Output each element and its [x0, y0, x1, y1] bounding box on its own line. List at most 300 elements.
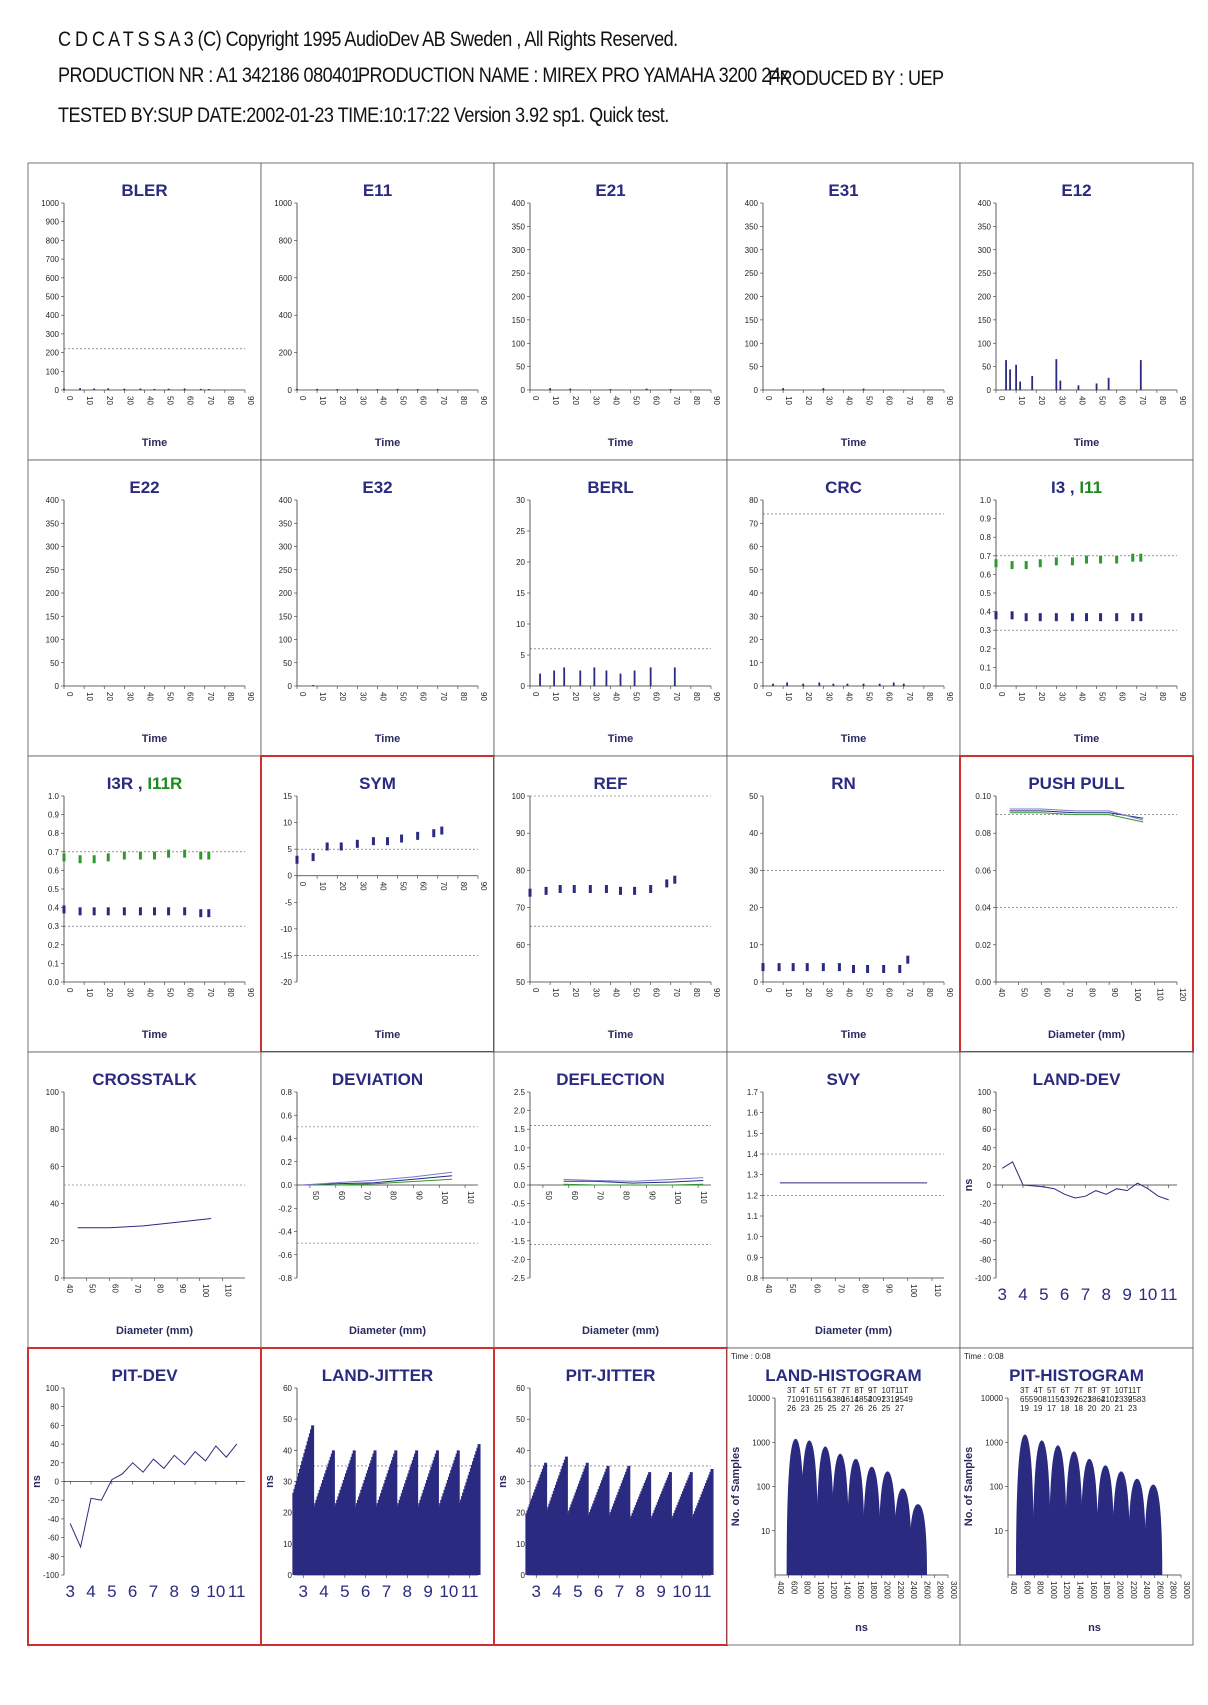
panel-e11 — [261, 163, 494, 460]
y-tick-label: 60 — [749, 542, 758, 552]
x-tick-label: 20 — [105, 692, 115, 701]
title-main: RN — [831, 774, 856, 793]
x-tick-label: 90 — [246, 396, 255, 405]
x-tick-label: 1000 — [1048, 1581, 1058, 1599]
y-tick-label: 0 — [54, 1477, 59, 1487]
panel-border — [261, 460, 494, 756]
x-tick-label: 90 — [246, 692, 255, 701]
y-tick-label: 80 — [50, 1402, 59, 1412]
x-tick-label: 20 — [105, 988, 115, 997]
y-tick-label: 40 — [283, 1446, 292, 1456]
y-tick-label: 60 — [50, 1162, 59, 1172]
point — [792, 963, 795, 971]
panel-border — [960, 460, 1193, 756]
y-tick-label: 20 — [749, 903, 758, 913]
x-tick-label: 10 — [318, 881, 328, 891]
point — [340, 842, 343, 850]
x-tick-label: 3 — [997, 1285, 1007, 1304]
x-tick-label: 11 — [227, 1582, 246, 1601]
x-tick-label: 110 — [466, 1191, 476, 1204]
point — [123, 907, 126, 915]
y-tick-label: 0.8 — [746, 1274, 758, 1283]
point — [589, 885, 592, 893]
y-tick-label: 10000 — [980, 1394, 1003, 1403]
panel-landhist — [727, 1348, 960, 1645]
legend-r2: 19 — [1020, 1404, 1029, 1413]
y-tick-label: 200 — [977, 292, 991, 302]
legend-r1: 710 — [787, 1395, 801, 1404]
point — [312, 853, 315, 861]
point — [1099, 613, 1102, 621]
y-tick-label: 800 — [45, 236, 59, 246]
panel-border — [727, 163, 960, 460]
x-tick-label: 50 — [310, 1191, 320, 1200]
panel-deflection — [494, 1052, 727, 1348]
x-tick-label: 60 — [1117, 692, 1127, 701]
panel-title — [332, 1070, 423, 1089]
y-tick-label: 70 — [749, 519, 758, 529]
legend-r1: 2091 — [868, 1395, 886, 1404]
legend-r2: 25 — [814, 1404, 823, 1413]
y-tick-label: -0.4 — [278, 1227, 292, 1237]
y-tick-label: 300 — [278, 542, 292, 552]
x-tick-label: 2800 — [935, 1581, 945, 1599]
y-tick-label: 20 — [982, 1162, 991, 1172]
y-tick-label: 0.0 — [47, 978, 59, 987]
panel-title — [322, 1366, 433, 1385]
x-tick-label: 1400 — [842, 1581, 852, 1599]
x-tick-label: 30 — [358, 692, 368, 701]
y-tick-label: 100 — [511, 339, 525, 349]
x-tick-label: 50 — [864, 988, 874, 997]
panel-title — [359, 774, 396, 793]
x-tick-label: 10 — [85, 396, 95, 405]
title-main: REF — [593, 774, 628, 793]
y-tick-label: 200 — [744, 292, 758, 302]
panel-pushpull — [960, 756, 1193, 1052]
y-tick-label: 250 — [744, 269, 758, 279]
x-tick-label: 40 — [844, 988, 854, 997]
legend-r2: 20 — [1101, 1404, 1110, 1413]
x-axis-label: Diameter (mm) — [115, 1325, 194, 1337]
x-tick-label: 40 — [1077, 692, 1087, 701]
x-tick-label: 80 — [155, 1284, 165, 1293]
x-tick-label: 90 — [246, 988, 255, 997]
y-tick-label: 100 — [977, 1088, 991, 1097]
y-tick-label: 200 — [278, 589, 292, 598]
x-axis-label: Time — [840, 437, 867, 449]
y-tick-label: 60 — [516, 940, 525, 950]
x-tick-label: 10 — [672, 1582, 692, 1601]
y-tick-label: -1.0 — [511, 1218, 525, 1228]
x-tick-label: 10 — [318, 692, 328, 701]
y-tick-label: -20 — [280, 978, 292, 987]
title-sep: , — [133, 774, 148, 793]
legend-t: 8T — [1087, 1386, 1097, 1395]
y-tick-label: 1.1 — [746, 1212, 758, 1221]
panel-border — [727, 460, 960, 756]
y-tick-label: 100 — [278, 635, 292, 645]
point — [852, 965, 855, 973]
x-tick-label: 60 — [1117, 396, 1127, 405]
y-tick-label: 20 — [50, 1236, 59, 1246]
panel-border — [28, 1348, 261, 1645]
x-tick-label: 2000 — [882, 1581, 892, 1599]
x-tick-label: 1400 — [1075, 1581, 1085, 1599]
legend-t: 4T — [800, 1386, 810, 1395]
y-tick-label: -0.6 — [278, 1250, 292, 1260]
x-tick-label: 30 — [591, 692, 601, 701]
point — [432, 829, 435, 837]
x-tick-label: 6 — [1059, 1285, 1070, 1304]
x-tick-label: 80 — [924, 692, 934, 701]
x-tick-label: 7 — [381, 1582, 392, 1601]
legend-r1: 2549 — [895, 1395, 913, 1404]
x-tick-label: 50 — [398, 881, 408, 891]
legend-t: 10T — [1114, 1386, 1129, 1395]
legend-r2: 26 — [854, 1404, 864, 1413]
x-tick-label: 20 — [338, 881, 348, 891]
x-tick-label: 30 — [824, 396, 834, 405]
legend-r2: 27 — [895, 1404, 904, 1413]
x-tick-label: 50 — [398, 396, 408, 405]
x-tick-label: 6 — [360, 1582, 371, 1601]
x-tick-label: 10 — [439, 1582, 459, 1601]
x-tick-label: 10 — [1138, 1285, 1158, 1304]
y-tick-label: 2.0 — [513, 1106, 525, 1116]
panel-crosstalk — [28, 1052, 261, 1348]
y-tick-label: -2.0 — [511, 1255, 525, 1265]
x-axis-label: Time — [1073, 437, 1100, 449]
panel-i3i11 — [960, 460, 1193, 756]
legend-r1: 1392 — [1060, 1395, 1079, 1404]
x-tick-label: 50 — [165, 396, 175, 405]
panel-sym — [261, 756, 494, 1052]
point — [866, 965, 869, 973]
x-tick-label: 90 — [1178, 692, 1187, 701]
legend-r2: 20 — [1087, 1404, 1097, 1413]
x-tick-label: 80 — [924, 396, 934, 405]
y-tick-label: 0 — [753, 682, 758, 691]
y-tick-label: 0.3 — [47, 922, 59, 932]
panel-border — [28, 756, 261, 1052]
y-tick-label: 700 — [45, 255, 59, 265]
y-tick-label: 0 — [287, 682, 292, 691]
point — [139, 852, 142, 860]
y-tick-label: 600 — [278, 273, 292, 283]
legend-r1: 2339 — [1114, 1395, 1133, 1404]
point — [529, 889, 532, 897]
point — [1011, 561, 1014, 569]
y-tick-label: 0 — [287, 386, 292, 395]
legend-r1: 2101 — [1101, 1395, 1119, 1404]
x-tick-label: 6 — [127, 1582, 138, 1601]
x-tick-label: 9 — [190, 1582, 200, 1601]
x-tick-label: 40 — [378, 396, 388, 405]
x-tick-label: 80 — [458, 692, 468, 701]
x-tick-label: 80 — [1157, 692, 1167, 701]
title-main: E12 — [1061, 181, 1092, 200]
title-main: DEVIATION — [331, 1070, 424, 1089]
y-axis-label: ns — [963, 1178, 975, 1192]
point — [1115, 613, 1118, 621]
legend-t: 6T — [827, 1386, 837, 1395]
y-tick-label: 150 — [45, 612, 59, 622]
y-tick-label: 400 — [278, 311, 292, 321]
x-tick-label: 70 — [904, 692, 914, 701]
x-tick-label: 60 — [185, 692, 195, 701]
production-nr: PRODUCTION NR : A1 342186 080401 — [58, 64, 361, 87]
panel-title — [595, 181, 625, 200]
x-axis-label: Time — [607, 1029, 634, 1041]
x-tick-label: 50 — [165, 692, 175, 701]
title-main: CRC — [825, 478, 862, 497]
x-axis-label: Time — [840, 733, 867, 745]
x-tick-label: 2400 — [909, 1581, 919, 1599]
x-tick-label: 100 — [908, 1284, 918, 1298]
y-tick-label: -100 — [974, 1274, 991, 1283]
panel-landjitter — [261, 1348, 494, 1645]
panel-berl — [494, 460, 727, 756]
y-tick-label: 40 — [50, 1440, 59, 1450]
title-main: SYM — [359, 774, 396, 793]
legend-t: 11T — [1128, 1386, 1142, 1395]
x-tick-label: 90 — [178, 1284, 188, 1293]
y-tick-label: 1.7 — [746, 1088, 758, 1097]
y-tick-label: 80 — [749, 496, 758, 505]
panel-border — [28, 460, 261, 756]
x-tick-label: 60 — [651, 396, 661, 405]
y-tick-label: 400 — [45, 496, 59, 505]
y-tick-label: 0.06 — [975, 866, 991, 876]
x-tick-label: 8 — [635, 1582, 645, 1601]
y-tick-label: 350 — [977, 222, 991, 232]
x-tick-label: 20 — [1037, 396, 1047, 405]
point — [573, 885, 576, 893]
y-tick-label: 50 — [516, 362, 525, 372]
title-main: E32 — [362, 478, 393, 497]
title-sep: , — [1065, 478, 1080, 497]
y-tick-label: 0.04 — [975, 903, 991, 913]
x-tick-label: 80 — [225, 692, 235, 701]
x-tick-label: 8 — [402, 1582, 412, 1601]
x-tick-label: 20 — [804, 988, 814, 997]
y-tick-label: 250 — [278, 565, 292, 575]
x-tick-label: 40 — [145, 988, 155, 997]
y-tick-label: 100 — [744, 339, 758, 349]
point — [107, 853, 110, 861]
point — [199, 852, 202, 860]
x-tick-label: 8 — [169, 1582, 179, 1601]
x-tick-label: 0 — [298, 692, 307, 697]
y-tick-label: -80 — [47, 1552, 59, 1562]
x-tick-label: 5 — [573, 1582, 583, 1601]
y-axis-label: ns — [31, 1475, 43, 1488]
y-tick-label: 80 — [982, 1106, 991, 1116]
y-tick-label: 250 — [45, 565, 59, 575]
y-tick-label: -60 — [47, 1533, 59, 1543]
point — [882, 965, 885, 973]
x-tick-label: 30 — [1057, 396, 1067, 405]
x-tick-label: 3 — [531, 1582, 541, 1601]
x-tick-label: 100 — [200, 1284, 210, 1298]
point — [1071, 613, 1074, 621]
y-tick-label: 2.5 — [513, 1088, 525, 1097]
y-tick-label: 10 — [283, 818, 292, 828]
y-tick-label: -40 — [47, 1514, 59, 1524]
x-tick-label: 90 — [479, 396, 488, 405]
point — [386, 837, 389, 845]
time-label: Time : 0:08 — [964, 1352, 1004, 1361]
x-axis-label: Time — [374, 437, 401, 449]
x-tick-label: 400 — [776, 1581, 785, 1595]
y-axis-label: No. of Samples — [963, 1446, 975, 1527]
y-tick-label: 10 — [749, 658, 758, 668]
y-tick-label: 1.0 — [746, 1232, 758, 1242]
x-tick-label: 50 — [864, 692, 874, 701]
legend-r2: 25 — [827, 1404, 837, 1413]
panel-title — [594, 774, 628, 793]
point — [372, 837, 375, 845]
y-tick-label: 350 — [511, 222, 525, 232]
legend-r1: 1864 — [1087, 1395, 1106, 1404]
x-tick-label: 2600 — [1155, 1581, 1165, 1599]
y-tick-label: -0.2 — [278, 1204, 292, 1214]
x-axis-label: Time — [141, 437, 168, 449]
x-tick-label: 1600 — [855, 1581, 865, 1599]
x-tick-label: 2600 — [922, 1581, 932, 1599]
y-tick-label: 250 — [511, 269, 525, 279]
point — [416, 832, 419, 840]
legend-t: 3T — [787, 1386, 797, 1395]
x-tick-label: 30 — [125, 396, 135, 405]
x-axis-label: Time — [374, 733, 401, 745]
y-tick-label: 50 — [516, 1415, 525, 1425]
y-tick-label: 0 — [54, 386, 59, 395]
x-tick-label: 60 — [884, 692, 894, 701]
x-tick-label: 10 — [784, 396, 794, 405]
panel-border — [960, 1052, 1193, 1348]
y-tick-label: -100 — [42, 1571, 59, 1580]
x-tick-label: 9 — [656, 1582, 666, 1601]
point — [1055, 613, 1058, 621]
panel-ref — [494, 756, 727, 1052]
legend-t: 4T — [1033, 1386, 1043, 1395]
y-tick-label: -40 — [979, 1218, 991, 1228]
x-tick-label: 600 — [789, 1581, 799, 1595]
x-tick-label: 20 — [1037, 692, 1047, 701]
x-tick-label: 1000 — [815, 1581, 825, 1599]
y-tick-label: 10000 — [747, 1394, 770, 1403]
x-tick-label: 8 — [1101, 1285, 1111, 1304]
y-tick-label: 1000 — [752, 1438, 770, 1448]
y-tick-label: 0 — [287, 1571, 292, 1580]
x-tick-label: 80 — [1087, 988, 1097, 997]
point — [1139, 613, 1142, 621]
x-tick-label: 40 — [844, 396, 854, 405]
x-tick-label: 70 — [438, 692, 448, 701]
x-tick-label: 50 — [1019, 988, 1029, 997]
x-tick-label: 70 — [205, 692, 215, 701]
x-tick-label: 50 — [864, 396, 874, 405]
title-main: LAND-HISTOGRAM — [765, 1366, 922, 1385]
x-tick-label: 5 — [340, 1582, 350, 1601]
y-axis-label: ns — [264, 1475, 276, 1488]
x-tick-label: 10 — [206, 1582, 226, 1601]
y-tick-label: -10 — [280, 924, 292, 934]
title-main: I3R — [106, 774, 134, 793]
x-tick-label: 70 — [595, 1191, 605, 1200]
legend-r2: 18 — [1060, 1404, 1070, 1413]
panel-border — [494, 1052, 727, 1348]
y-tick-label: 1.2 — [746, 1191, 758, 1201]
x-tick-label: 30 — [125, 692, 135, 701]
x-tick-label: 50 — [631, 692, 641, 701]
y-tick-label: 400 — [511, 199, 525, 208]
y-tick-label: 40 — [749, 589, 758, 598]
x-axis-label: Time — [141, 1029, 168, 1041]
y-tick-label: 600 — [45, 273, 59, 283]
y-tick-label: 50 — [749, 362, 758, 372]
y-tick-label: 400 — [278, 496, 292, 505]
legend-r2: 18 — [1074, 1404, 1083, 1413]
y-tick-label: 40 — [982, 1143, 991, 1153]
y-tick-label: 0.6 — [47, 866, 59, 876]
y-tick-label: 0.7 — [47, 847, 59, 857]
title-main: BERL — [587, 478, 634, 497]
panel-border — [727, 1052, 960, 1348]
legend-r2: 26 — [868, 1404, 877, 1413]
panel-border — [960, 163, 1193, 460]
point — [762, 963, 765, 971]
point — [1055, 557, 1058, 565]
legend-t: 11T — [895, 1386, 909, 1395]
legend-r2: 26 — [787, 1404, 796, 1413]
legend-r1: 1854 — [854, 1395, 873, 1404]
y-tick-label: 1.0 — [47, 792, 59, 801]
point — [1071, 557, 1074, 565]
x-tick-label: 1200 — [1062, 1581, 1072, 1599]
x-tick-label: 110 — [699, 1191, 709, 1204]
panel-border — [494, 163, 727, 460]
title-main: LAND-JITTER — [321, 1366, 434, 1385]
x-tick-label: 11 — [1159, 1285, 1178, 1304]
title-main: E31 — [828, 181, 859, 200]
panel-title — [587, 478, 633, 497]
y-tick-label: 0 — [520, 1571, 525, 1580]
x-tick-label: 60 — [110, 1284, 120, 1293]
y-tick-label: 0.7 — [979, 551, 991, 561]
legend-t: 6T — [1060, 1386, 1070, 1395]
y-tick-label: 300 — [45, 542, 59, 552]
x-tick-label: 20 — [571, 692, 581, 701]
x-tick-label: 0 — [997, 396, 1006, 401]
x-tick-label: 10 — [318, 396, 328, 405]
panel-border — [494, 460, 727, 756]
x-axis-label: Time — [374, 1029, 401, 1041]
y-tick-label: 0 — [54, 682, 59, 691]
y-tick-label: 15 — [283, 792, 292, 801]
x-tick-label: 20 — [571, 396, 581, 405]
x-tick-label: 0 — [298, 396, 307, 401]
x-tick-label: 30 — [125, 988, 135, 997]
point — [995, 559, 998, 567]
y-tick-label: 10 — [516, 620, 525, 629]
y-tick-label: 40 — [50, 1199, 59, 1209]
x-tick-label: 2200 — [895, 1581, 905, 1599]
panel-title — [1009, 1366, 1144, 1385]
panel-border — [28, 1052, 261, 1348]
